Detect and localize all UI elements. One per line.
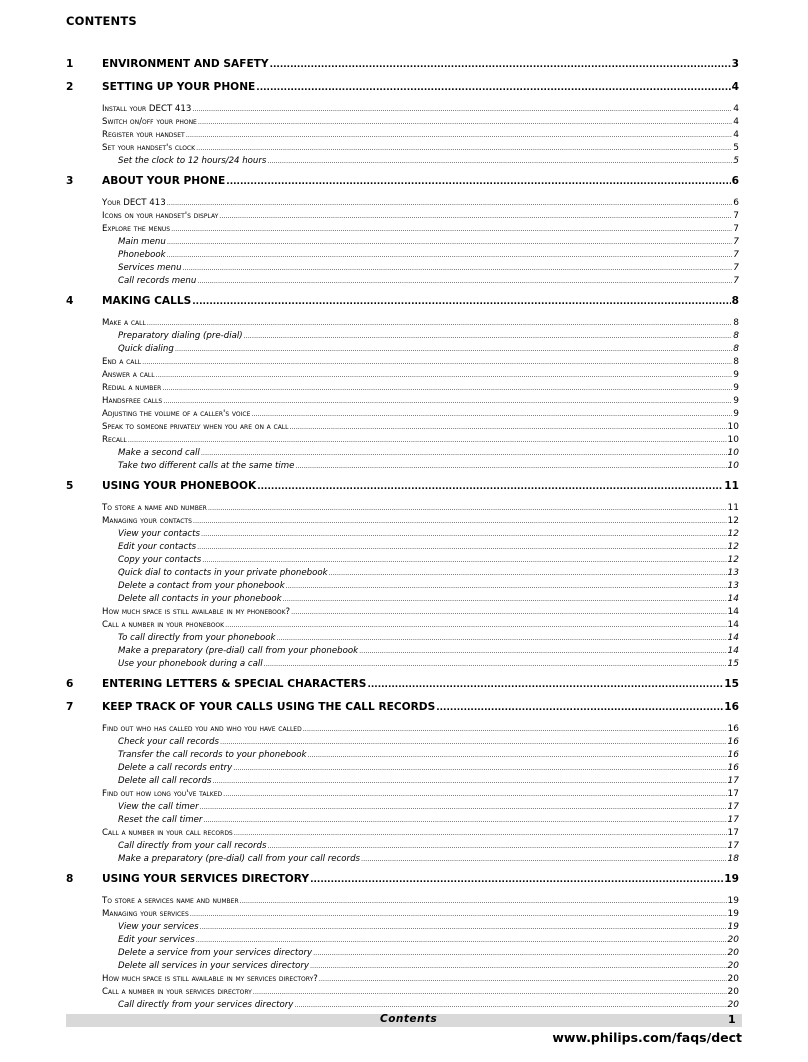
toc-section-entry [66, 422, 739, 435]
toc-leader-dots [310, 962, 727, 970]
toc-entry-title: Redial a number [102, 383, 162, 393]
toc-sub-entry [66, 555, 739, 568]
toc-page-number: 8 [733, 331, 739, 341]
toc-page-number: 9 [733, 383, 739, 393]
toc-page-number: 3 [731, 58, 739, 70]
toc-section-entry [66, 370, 739, 383]
toc-section-entry [66, 357, 739, 370]
toc-entry-title: Edit your services [118, 935, 195, 945]
toc-entry-title: Call a number in your phonebook [102, 620, 225, 630]
toc-page-number: 20 [727, 948, 739, 958]
toc-entry-title: How much space is still available in my phonebook? [102, 607, 291, 617]
toc-leader-dots [128, 436, 727, 444]
toc-section-entry [66, 130, 739, 143]
toc-leader-dots [196, 144, 732, 152]
toc-page-number: 16 [724, 701, 739, 713]
toc-page-number: 19 [724, 873, 739, 885]
toc-leader-dots [283, 595, 727, 603]
toc-entry-title: MAKING CALLS [102, 295, 192, 307]
toc-leader-dots [163, 397, 732, 405]
toc-chapter-entry [66, 58, 739, 72]
toc-leader-dots [198, 118, 732, 126]
toc-page-number: 7 [733, 211, 739, 221]
toc-page-number: 4 [733, 117, 739, 127]
toc-page-number: 7 [733, 263, 739, 273]
toc-entry-title: ENTERING LETTERS & SPECIAL CHARACTERS [102, 678, 367, 690]
toc-page-number: 20 [727, 987, 739, 997]
toc-entry-title: Find out who has called you and who you have called [102, 724, 302, 734]
toc-page-number: 14 [727, 633, 739, 643]
toc-page-number: 7 [733, 250, 739, 260]
toc-leader-dots [200, 803, 727, 811]
toc-page-number: 12 [727, 555, 739, 565]
toc-page-number: 9 [733, 370, 739, 380]
toc-chapter-entry [66, 480, 739, 494]
toc-entry-title: Use your phonebook during a call [118, 659, 263, 669]
toc-entry-title: Explore the menus [102, 224, 171, 234]
toc-leader-dots [197, 277, 732, 285]
toc-page-number: 10 [727, 461, 739, 471]
toc-entry-title: Make a preparatory (pre-dial) call from your phonebook [118, 646, 359, 656]
toc-section-entry [66, 396, 739, 409]
toc-leader-dots [295, 462, 726, 470]
toc-entry-title: Call a number in your call records [102, 828, 233, 838]
toc-entry-title: To store a services name and number [102, 896, 239, 906]
toc-page-number: 15 [724, 678, 739, 690]
toc-page-number: 17 [727, 815, 739, 825]
toc-chapter-entry [66, 678, 739, 692]
page-header: CONTENTS [66, 14, 137, 28]
toc-leader-dots [291, 608, 726, 616]
toc-leader-dots [267, 157, 732, 165]
toc-leader-dots [167, 251, 733, 259]
toc-leader-dots [147, 319, 732, 327]
toc-leader-dots [234, 829, 727, 837]
table-of-contents [66, 52, 739, 1013]
toc-chapter-number: 1 [66, 58, 74, 70]
toc-page-number: 14 [727, 620, 739, 630]
toc-entry-title: To call directly from your phonebook [118, 633, 276, 643]
toc-page-number: 14 [727, 607, 739, 617]
toc-sub-entry [66, 633, 739, 646]
toc-leader-dots [303, 725, 727, 733]
toc-entry-title: Delete all contacts in your phonebook [118, 594, 282, 604]
toc-entry-title: Services menu [118, 263, 182, 273]
toc-leader-dots [361, 855, 727, 863]
toc-page-number: 6 [733, 198, 739, 208]
toc-section-entry [66, 224, 739, 237]
toc-entry-title: Call records menu [118, 276, 197, 286]
toc-entry-title: Icons on your handset's display [102, 211, 219, 221]
toc-sub-entry [66, 331, 739, 344]
toc-entry-title: Managing your services [102, 909, 189, 919]
toc-entry-title: Find out how long you've talked [102, 789, 223, 799]
toc-leader-dots [310, 875, 723, 885]
toc-leader-dots [223, 790, 726, 798]
toc-page-number: 7 [733, 237, 739, 247]
toc-section-entry [66, 987, 739, 1000]
toc-page-number: 12 [727, 516, 739, 526]
toc-entry-title: ENVIRONMENT AND SAFETY [102, 58, 269, 70]
footer-url: www.philips.com/faqs/dect [552, 1030, 742, 1045]
toc-page-number: 13 [727, 581, 739, 591]
toc-leader-dots [186, 131, 733, 139]
toc-leader-dots [313, 949, 726, 957]
toc-page-number: 17 [727, 841, 739, 851]
footer-page-number: 1 [728, 1013, 736, 1026]
toc-page-number: 17 [727, 828, 739, 838]
toc-page-number: 17 [727, 802, 739, 812]
toc-page-number: 7 [733, 276, 739, 286]
toc-section-entry [66, 409, 739, 422]
toc-leader-dots [244, 332, 733, 340]
toc-sub-entry [66, 594, 739, 607]
toc-section-entry [66, 789, 739, 802]
toc-leader-dots [201, 449, 727, 457]
toc-entry-title: Edit your contacts [118, 542, 197, 552]
toc-section-entry [66, 435, 739, 448]
toc-page-number: 16 [727, 724, 739, 734]
toc-page-number: 6 [731, 175, 739, 187]
toc-entry-title: Call directly from your call records [118, 841, 267, 851]
toc-chapter-number: 2 [66, 81, 74, 93]
toc-entry-title: Call a number in your services directory [102, 987, 252, 997]
toc-sub-entry [66, 763, 739, 776]
toc-sub-entry [66, 461, 739, 474]
toc-page-number: 8 [733, 318, 739, 328]
toc-entry-title: Delete a call records entry [118, 763, 233, 773]
toc-page-number: 19 [727, 922, 739, 932]
toc-leader-dots [200, 923, 727, 931]
toc-leader-dots [201, 530, 727, 538]
toc-entry-title: Managing your contacts [102, 516, 192, 526]
toc-sub-entry [66, 237, 739, 250]
toc-leader-dots [193, 517, 727, 525]
toc-leader-dots [253, 988, 727, 996]
toc-entry-title: View your services [118, 922, 199, 932]
toc-entry-title: Preparatory dialing (pre-dial) [118, 331, 243, 341]
toc-section-entry [66, 974, 739, 987]
toc-entry-title: Quick dial to contacts in your private phonebook [118, 568, 328, 578]
toc-sub-entry [66, 659, 739, 672]
toc-page-number: 5 [733, 156, 739, 166]
toc-entry-title: Phonebook [118, 250, 166, 260]
toc-entry-title: How much space is still available in my services directory? [102, 974, 318, 984]
toc-leader-dots [264, 660, 727, 668]
toc-leader-dots [240, 897, 727, 905]
toc-page-number: 4 [733, 104, 739, 114]
toc-leader-dots [367, 680, 723, 690]
toc-page-number: 14 [727, 594, 739, 604]
toc-sub-entry [66, 841, 739, 854]
toc-sub-entry [66, 263, 739, 276]
toc-chapter-number: 8 [66, 873, 74, 885]
toc-page-number: 11 [724, 480, 739, 492]
toc-leader-dots [162, 384, 732, 392]
toc-chapter-number: 6 [66, 678, 74, 690]
toc-leader-dots [175, 345, 732, 353]
toc-page-number: 7 [733, 224, 739, 234]
toc-chapter-number: 7 [66, 701, 74, 713]
toc-leader-dots [171, 225, 732, 233]
toc-sub-entry [66, 542, 739, 555]
toc-entry-title: Make a second call [118, 448, 200, 458]
toc-leader-dots [251, 410, 732, 418]
toc-page-number: 9 [733, 396, 739, 406]
toc-entry-title: To store a name and number [102, 503, 207, 513]
toc-leader-dots [196, 936, 727, 944]
toc-entry-title: Delete all services in your services directory [118, 961, 309, 971]
toc-sub-entry [66, 581, 739, 594]
toc-sub-entry [66, 344, 739, 357]
toc-page-number: 20 [727, 1000, 739, 1010]
toc-leader-dots [256, 83, 730, 93]
toc-entry-title: Take two different calls at the same time [118, 461, 295, 471]
toc-leader-dots [183, 264, 733, 272]
toc-section-entry [66, 211, 739, 224]
toc-leader-dots [192, 297, 730, 307]
toc-leader-dots [167, 199, 733, 207]
toc-page-number: 4 [731, 81, 739, 93]
toc-entry-title: Adjusting the volume of a caller's voice [102, 409, 251, 419]
toc-leader-dots [329, 569, 727, 577]
toc-entry-title: Make a call [102, 318, 146, 328]
toc-leader-dots [276, 634, 726, 642]
toc-entry-title: SETTING UP YOUR PHONE [102, 81, 256, 93]
toc-leader-dots [270, 60, 731, 70]
toc-entry-title: Reset the call timer [118, 815, 203, 825]
toc-leader-dots [208, 504, 727, 512]
toc-page-number: 8 [733, 344, 739, 354]
toc-entry-title: Make a preparatory (pre-dial) call from your call records [118, 854, 360, 864]
toc-section-entry [66, 198, 739, 211]
toc-page-number: 18 [727, 854, 739, 864]
toc-sub-entry [66, 568, 739, 581]
toc-leader-dots [219, 212, 732, 220]
toc-page-number: 9 [733, 409, 739, 419]
toc-chapter-entry [66, 81, 739, 95]
toc-sub-entry [66, 1000, 739, 1013]
toc-page-number: 20 [727, 974, 739, 984]
toc-chapter-number: 3 [66, 175, 74, 187]
toc-leader-dots [197, 543, 726, 551]
toc-sub-entry [66, 276, 739, 289]
toc-sub-entry [66, 646, 739, 659]
toc-page-number: 17 [727, 789, 739, 799]
toc-page-number: 12 [727, 542, 739, 552]
toc-sub-entry [66, 156, 739, 169]
toc-leader-dots [225, 621, 726, 629]
toc-page-number: 13 [727, 568, 739, 578]
toc-sub-entry [66, 815, 739, 828]
toc-entry-title: Speak to someone privately when you are on a call [102, 422, 289, 432]
toc-chapter-number: 5 [66, 480, 74, 492]
toc-entry-title: View your contacts [118, 529, 201, 539]
toc-leader-dots [319, 975, 727, 983]
toc-entry-title: Handsfree calls [102, 396, 163, 406]
toc-section-entry [66, 516, 739, 529]
toc-sub-entry [66, 948, 739, 961]
toc-leader-dots [192, 105, 732, 113]
toc-chapter-entry [66, 175, 739, 189]
toc-leader-dots [286, 582, 727, 590]
toc-leader-dots [203, 816, 726, 824]
toc-entry-title: Set the clock to 12 hours/24 hours [118, 156, 267, 166]
toc-page-number: 14 [727, 646, 739, 656]
toc-entry-title: Switch on/off your phone [102, 117, 197, 127]
toc-entry-title: Quick dialing [118, 344, 174, 354]
toc-entry-title: Answer a call [102, 370, 155, 380]
toc-entry-title: Your DECT 413 [102, 198, 166, 208]
toc-page-number: 10 [727, 448, 739, 458]
toc-entry-title: Recall [102, 435, 127, 445]
toc-page-number: 10 [727, 422, 739, 432]
toc-chapter-number: 4 [66, 295, 74, 307]
toc-section-entry [66, 896, 739, 909]
toc-entry-title: Main menu [118, 237, 166, 247]
toc-sub-entry [66, 935, 739, 948]
toc-section-entry [66, 620, 739, 633]
toc-page-number: 16 [727, 750, 739, 760]
toc-entry-title: Delete a contact from your phonebook [118, 581, 285, 591]
toc-page-number: 15 [727, 659, 739, 669]
toc-section-entry [66, 828, 739, 841]
toc-sub-entry [66, 737, 739, 750]
toc-leader-dots [202, 556, 726, 564]
toc-page-number: 20 [727, 935, 739, 945]
toc-leader-dots [226, 177, 730, 187]
toc-entry-title: Install your DECT 413 [102, 104, 192, 114]
toc-page-number: 17 [727, 776, 739, 786]
toc-entry-title: View the call timer [118, 802, 199, 812]
toc-entry-title: KEEP TRACK OF YOUR CALLS USING THE CALL RECORDS [102, 701, 436, 713]
toc-page-number: 11 [727, 503, 739, 513]
toc-leader-dots [156, 371, 733, 379]
toc-leader-dots [257, 482, 723, 492]
toc-entry-title: Delete all call records [118, 776, 212, 786]
toc-sub-entry [66, 250, 739, 263]
toc-leader-dots [190, 910, 727, 918]
toc-page-number: 16 [727, 763, 739, 773]
toc-leader-dots [436, 703, 723, 713]
toc-entry-title: Set your handset's clock [102, 143, 196, 153]
toc-sub-entry [66, 854, 739, 867]
toc-sub-entry [66, 802, 739, 815]
toc-page-number: 8 [731, 295, 739, 307]
footer-label: Contents [380, 1013, 438, 1025]
toc-leader-dots [290, 423, 727, 431]
toc-section-entry [66, 383, 739, 396]
toc-leader-dots [142, 358, 732, 366]
toc-entry-title: Register your handset [102, 130, 185, 140]
toc-section-entry [66, 104, 739, 117]
toc-leader-dots [220, 738, 727, 746]
toc-page-number: 12 [727, 529, 739, 539]
toc-leader-dots [233, 764, 726, 772]
toc-sub-entry [66, 448, 739, 461]
toc-leader-dots [267, 842, 726, 850]
toc-page-number: 20 [727, 961, 739, 971]
toc-page-number: 5 [733, 143, 739, 153]
toc-page-number: 16 [727, 737, 739, 747]
toc-entry-title: Delete a service from your services directory [118, 948, 313, 958]
toc-section-entry [66, 909, 739, 922]
toc-leader-dots [167, 238, 732, 246]
toc-page-number: 19 [727, 909, 739, 919]
toc-section-entry [66, 117, 739, 130]
toc-chapter-entry [66, 873, 739, 887]
toc-page-number: 19 [727, 896, 739, 906]
toc-entry-title: End a call [102, 357, 142, 367]
toc-chapter-entry [66, 295, 739, 309]
toc-entry-title: Transfer the call records to your phonebook [118, 750, 307, 760]
toc-sub-entry [66, 961, 739, 974]
toc-section-entry [66, 607, 739, 620]
toc-chapter-entry [66, 701, 739, 715]
toc-section-entry [66, 503, 739, 516]
toc-entry-title: Check your call records [118, 737, 219, 747]
toc-section-entry [66, 143, 739, 156]
toc-page-number: 8 [733, 357, 739, 367]
toc-entry-title: Call directly from your services directory [118, 1000, 294, 1010]
toc-sub-entry [66, 750, 739, 763]
toc-sub-entry [66, 922, 739, 935]
toc-leader-dots [359, 647, 726, 655]
toc-entry-title: Copy your contacts [118, 555, 202, 565]
toc-sub-entry [66, 776, 739, 789]
toc-page-number: 4 [733, 130, 739, 140]
toc-leader-dots [213, 777, 727, 785]
toc-section-entry [66, 724, 739, 737]
toc-entry-title: USING YOUR SERVICES DIRECTORY [102, 873, 310, 885]
toc-leader-dots [294, 1001, 726, 1009]
toc-leader-dots [307, 751, 726, 759]
toc-entry-title: ABOUT YOUR PHONE [102, 175, 226, 187]
toc-sub-entry [66, 529, 739, 542]
toc-entry-title: USING YOUR PHONEBOOK [102, 480, 257, 492]
toc-page-number: 10 [727, 435, 739, 445]
toc-section-entry [66, 318, 739, 331]
